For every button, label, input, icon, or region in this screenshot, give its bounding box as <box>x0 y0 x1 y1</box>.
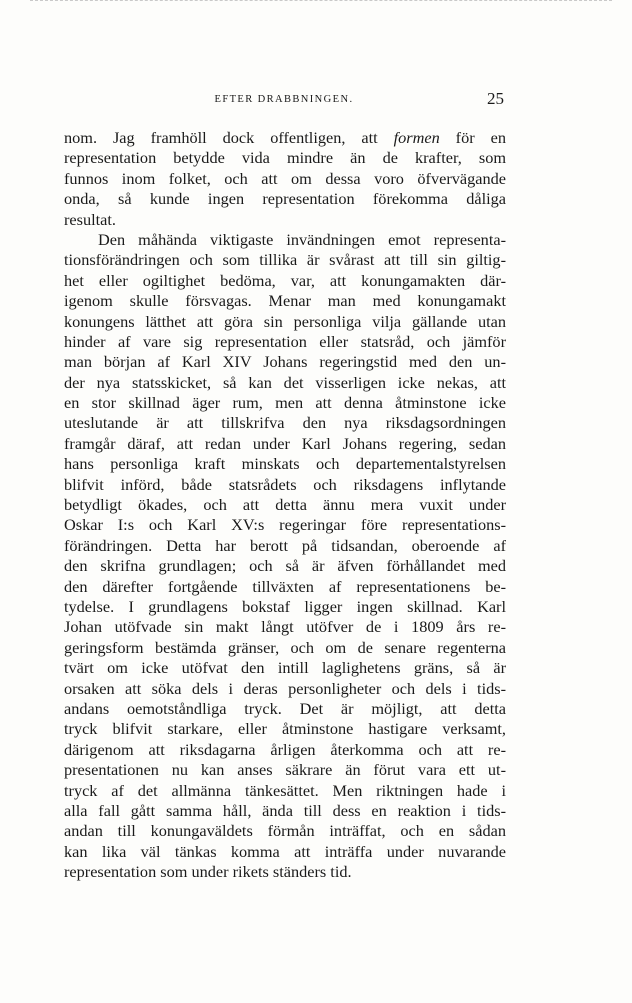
text-line: tryck af det allmänna tänkesättet. Men riktningen hade i <box>64 780 506 800</box>
text-line: tydelse. I grundlagens bokstaf ligger ingen skillnad. Karl <box>64 596 506 616</box>
text-line: tvärt om icke utöfvat den intill laglighetens gräns, så är <box>64 658 506 678</box>
text-line: Johan utöfvade sin makt långt utöfver de i 1809 års re- <box>64 617 506 637</box>
text-line: kan lika väl tänkas komma att inträffa under nuvarande <box>64 841 506 861</box>
text-line: tryck blifvit starkare, eller åtminstone hastigare verksamt, <box>64 719 506 739</box>
text-segment: nom. Jag framhöll dock offentligen, att <box>64 128 394 147</box>
text-line: het eller ogiltighet bedöma, var, att konungamakten där- <box>64 270 506 290</box>
page-number: 25 <box>487 89 504 108</box>
page-header <box>64 90 504 110</box>
text-line: representation som under rikets ständers tid. <box>64 862 352 882</box>
text-line: betydligt ökades, och att detta ännu mera vuxit under <box>64 495 506 515</box>
text-line: orsaken att söka dels i deras personligheter och dels i tids- <box>64 678 506 698</box>
text-line: uteslutande är att tillskrifva den nya riksdagsordningen <box>64 413 506 433</box>
body-text <box>64 128 506 882</box>
text-line: tionsförändringen och som tillika är svårast att till sin giltig- <box>64 250 506 270</box>
text-line: alla fall gått samma håll, ända till dess en reaktion i tids- <box>64 800 506 820</box>
text-segment: för en <box>439 128 506 147</box>
text-line: konungens lätthet att göra sin personliga vilja gällande utan <box>64 311 506 331</box>
text-line: man början af Karl XIV Johans regeringstid med den un- <box>64 352 506 372</box>
text-line: Oskar I:s och Karl XV:s regeringar före representations- <box>64 515 506 535</box>
text-line: den därefter fortgående tillväxten af representationens be- <box>64 576 506 596</box>
text-line: Den måhända viktigaste invändningen emot representa- <box>98 229 506 249</box>
text-line: hinder af vare sig representation eller statsråd, och jämför <box>64 331 506 351</box>
text-line: presentationen nu kan anses säkrare än förut vara ett ut- <box>64 760 506 780</box>
text-line: andans oemotståndliga tryck. Det är möjligt, att detta <box>64 698 506 718</box>
text-line: hans personliga kraft minskats och departementalstyrelsen <box>64 454 506 474</box>
text-line: framgår däraf, att redan under Karl Johans regering, sedan <box>64 433 506 453</box>
italic-word: formen <box>393 128 440 147</box>
text-line <box>64 128 506 148</box>
text-line: funnos inom folket, och att om dessa voro öfvervägande <box>64 168 506 188</box>
text-line: den skrifna grundlagen; och så är äfven förhållandet med <box>64 556 506 576</box>
text-line: representation betydde vida mindre än de krafter, som <box>64 148 506 168</box>
running-title: EFTER DRABBNINGEN. <box>214 94 354 105</box>
text-line: blifvit införd, både statsrådets och riksdagens inflytande <box>64 474 506 494</box>
text-line: därigenom att riksdagarna årligen återkomma och att re- <box>64 739 506 759</box>
text-line: en stor skillnad äger rum, men att denna åtminstone icke <box>64 393 506 413</box>
text-line: förändringen. Detta har berott på tidsandan, oberoende af <box>64 535 506 555</box>
text-line: igenom skulle försvagas. Menar man med konungamakt <box>64 291 506 311</box>
text-line: onda, så kunde ingen representation förekomma dåliga <box>64 189 506 209</box>
text-line: geringsform bestämda gränser, och om de senare regenterna <box>64 637 506 657</box>
text-line: andan till konungaväldets förmån inträffat, och en sådan <box>64 821 506 841</box>
text-line: der nya statsskicket, så kan det visserligen icke nekas, att <box>64 372 506 392</box>
text-line: resultat. <box>64 209 116 229</box>
page-top-edge <box>30 0 612 2</box>
